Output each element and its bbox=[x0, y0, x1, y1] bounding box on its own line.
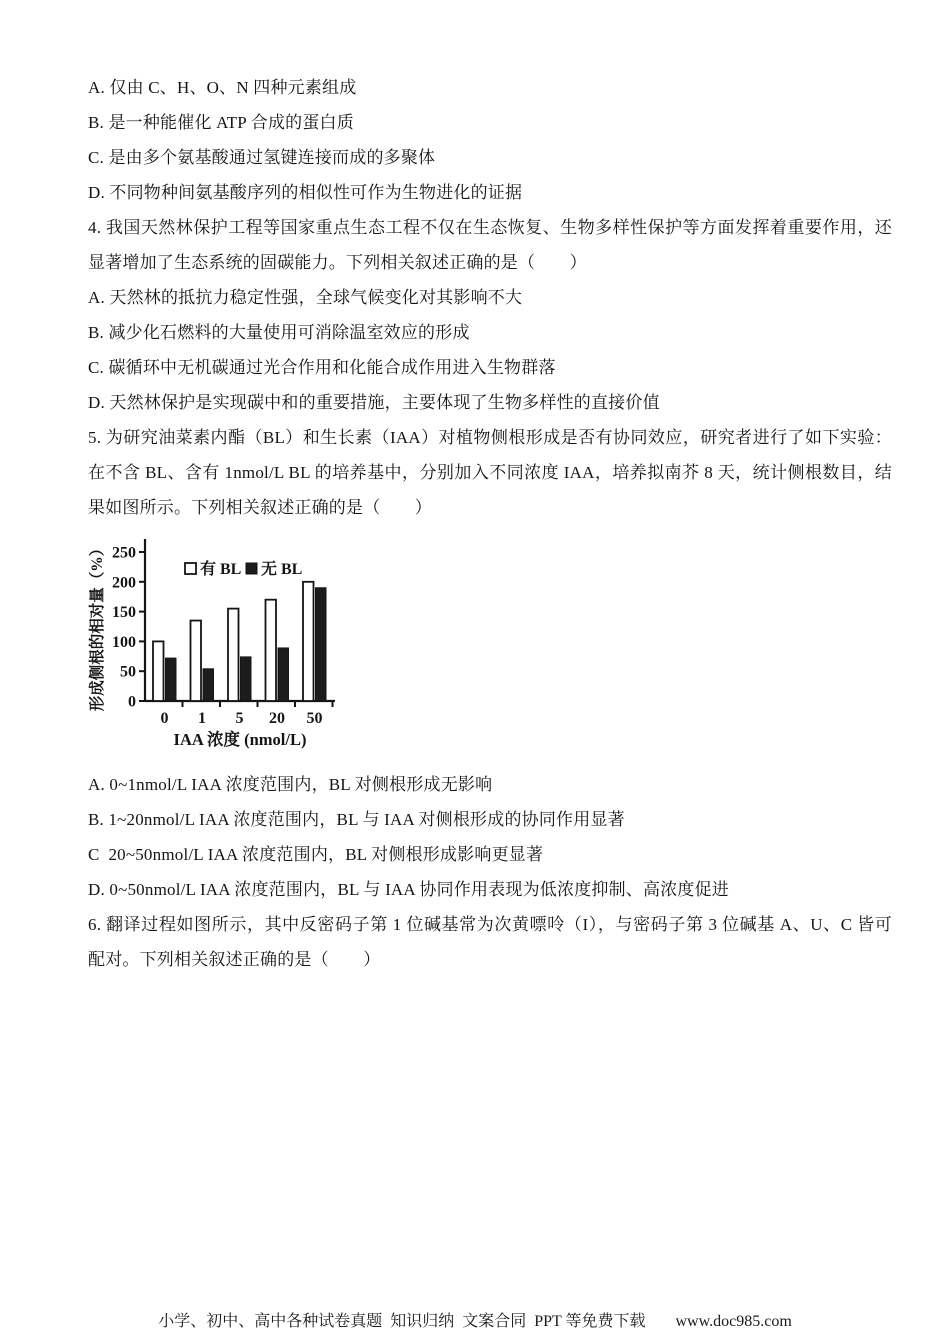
bar-with-bl bbox=[303, 582, 314, 701]
y-tick-label: 150 bbox=[112, 604, 136, 622]
bar-with-bl bbox=[228, 609, 239, 701]
q6-stem-line-2: 配对。下列相关叙述正确的是（ ） bbox=[88, 950, 381, 969]
q5-option-b: B. 1~20nmol/L IAA 浓度范围内，BL 与 IAA 对侧根形成的协同作用显著 bbox=[88, 810, 625, 829]
legend-label-without-bl: 无 BL bbox=[261, 561, 303, 578]
bar-with-bl bbox=[153, 641, 164, 701]
q5-option-c: C 20~50nmol/L IAA 浓度范围内，BL 对侧根形成影响更显著 bbox=[88, 845, 544, 864]
y-tick-label: 0 bbox=[128, 693, 136, 711]
bar-without-bl bbox=[316, 588, 327, 701]
q4-stem-line-1: 4. 我国天然林保护工程等国家重点生态工程不仅在生态恢复、生物多样性保护等方面发挥着重要作用，还 bbox=[88, 218, 892, 237]
bar-without-bl bbox=[203, 669, 214, 701]
q4-option-c: C. 碳循环中无机碳通过光合作用和化能合成作用进入生物群落 bbox=[88, 358, 556, 377]
exam-content bbox=[88, 70, 892, 977]
q4-option-b: B. 减少化石燃料的大量使用可消除温室效应的形成 bbox=[88, 323, 470, 342]
y-tick-label: 100 bbox=[112, 633, 136, 651]
q5-stem-line-1: 5. 为研究油菜素内酯（BL）和生长素（IAA）对植物侧根形成是否有协同效应，研究者进行了如下实验： bbox=[88, 428, 892, 447]
x-tick-label: 50 bbox=[306, 710, 323, 727]
q5-option-a: A. 0~1nmol/L IAA 浓度范围内，BL 对侧根形成无影响 bbox=[88, 775, 493, 794]
q6-stem-line-1: 6. 翻译过程如图所示，其中反密码子第 1 位碱基常为次黄嘌呤（I），与密码子第 3 位碱基 A、U、C 皆可 bbox=[88, 915, 892, 934]
footer-link[interactable]: www.doc985.com bbox=[675, 1313, 792, 1330]
footer-text: 小学、初中、高中各种试卷真题 知识归纳 文案合同 PPT 等免费下载 bbox=[158, 1313, 646, 1330]
y-axis-label: 形成侧根的相对量（%） bbox=[89, 540, 106, 712]
q4-option-a: A. 天然林的抵抗力稳定性强，全球气候变化对其影响不大 bbox=[88, 288, 523, 307]
y-tick-label: 50 bbox=[120, 663, 136, 681]
q3-option-a: A. 仅由 C、H、O、N 四种元素组成 bbox=[88, 78, 357, 97]
legend-label-with-bl: 有 BL bbox=[200, 561, 242, 578]
x-axis-label: IAA 浓度 (nmol/L) bbox=[173, 730, 307, 749]
lateral-root-bar-chart bbox=[88, 525, 892, 767]
bar-without-bl bbox=[166, 658, 177, 701]
q5-stem-line-3: 果如图所示。下列相关叙述正确的是（ ） bbox=[88, 498, 432, 517]
bar-with-bl bbox=[191, 621, 202, 701]
x-tick-label: 20 bbox=[269, 710, 285, 727]
y-tick-label: 250 bbox=[112, 544, 136, 562]
q4-option-d: D. 天然林保护是实现碳中和的重要措施，主要体现了生物多样性的直接价值 bbox=[88, 393, 660, 412]
x-tick-label: 0 bbox=[160, 710, 169, 727]
legend-swatch-with-bl bbox=[185, 563, 196, 574]
bar-without-bl bbox=[278, 648, 289, 701]
q4-stem-line-2: 显著增加了生态系统的固碳能力。下列相关叙述正确的是（ ） bbox=[88, 253, 587, 272]
bar-chart-svg bbox=[88, 525, 428, 767]
x-tick-label: 5 bbox=[235, 710, 244, 727]
page-footer bbox=[0, 1310, 950, 1334]
q3-option-c: C. 是由多个氨基酸通过氢键连接而成的多聚体 bbox=[88, 148, 436, 167]
y-tick-label: 200 bbox=[112, 574, 136, 592]
q5-stem-line-2: 在不含 BL、含有 1nmol/L BL 的培养基中，分别加入不同浓度 IAA，培养拟南芥 8 天，统计侧根数目，结 bbox=[88, 463, 892, 482]
bar-with-bl bbox=[266, 600, 277, 701]
x-tick-label: 1 bbox=[198, 710, 206, 727]
bar-without-bl bbox=[241, 657, 252, 701]
q3-option-d: D. 不同物种间氨基酸序列的相似性可作为生物进化的证据 bbox=[88, 183, 523, 202]
q5-option-d: D. 0~50nmol/L IAA 浓度范围内，BL 与 IAA 协同作用表现为低浓度抑制、高浓度促进 bbox=[88, 880, 729, 899]
q3-option-b: B. 是一种能催化 ATP 合成的蛋白质 bbox=[88, 113, 354, 132]
legend-swatch-without-bl bbox=[246, 563, 257, 574]
